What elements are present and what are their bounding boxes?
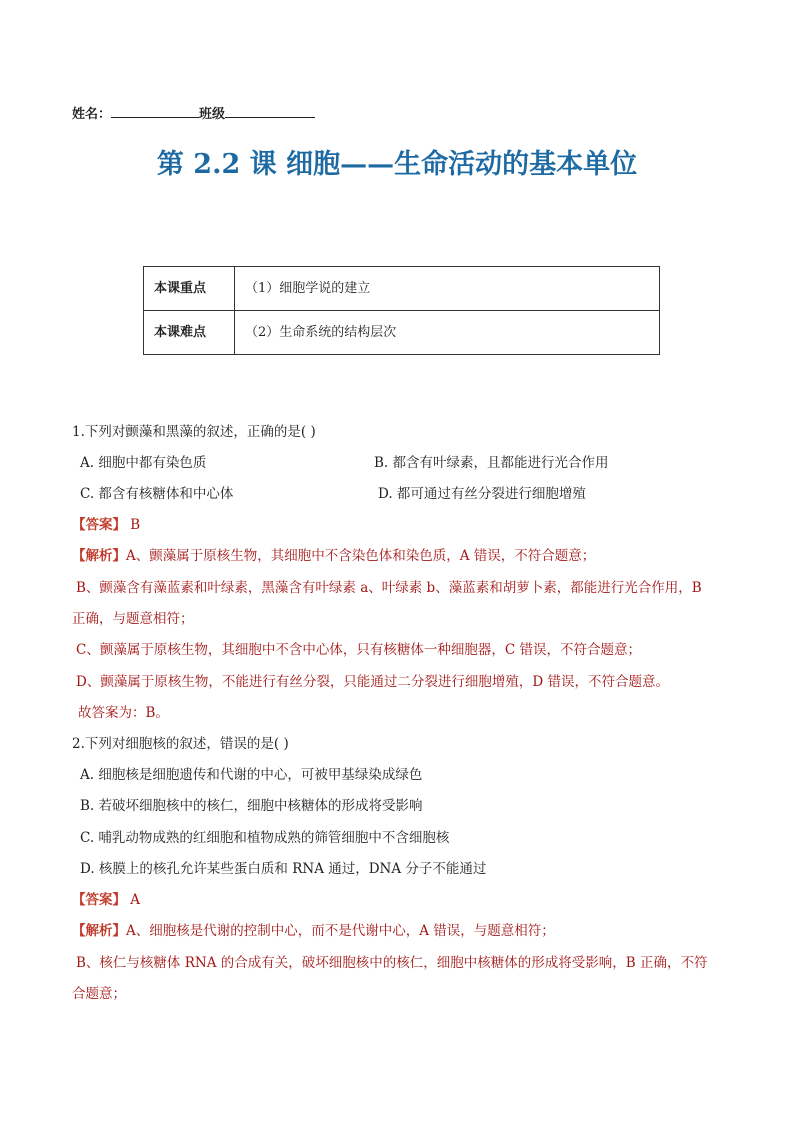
- page-title: 第 2.2 课 细胞——生命活动的基本单位: [156, 149, 638, 180]
- q2-stem: 2.下列对细胞核的叙述，错误的是( ): [72, 736, 289, 752]
- q1-analysis-line: C、颤藻属于原核生物，其细胞中不含中心体，只有核糖体一种细胞器，C 错误，不符合题意；: [76, 642, 641, 658]
- lesson-focus-table: [143, 266, 660, 355]
- table-row: [144, 267, 660, 311]
- q2-analysis-line: B、核仁与核糖体 RNA 的合成有关，破坏细胞核中的核仁，细胞中核糖体的形成将受影响，B 正确，不符: [76, 955, 708, 971]
- answer-tag: 【答案】: [72, 517, 126, 533]
- name-blank[interactable]: [111, 105, 199, 118]
- analysis-tag: 【解析】: [72, 923, 126, 939]
- q2-answer: [72, 892, 140, 908]
- q1-analysis-line: B、颤藻含有藻蓝素和叶绿素，黑藻含有叶绿素 a、叶绿素 b、藻蓝素和胡萝卜素，都能进行光合作用，B: [76, 580, 702, 596]
- q2-option-a: A. 细胞核是细胞遗传和代谢的中心，可被甲基绿染成绿色: [80, 767, 423, 783]
- name-class-line: [72, 103, 315, 122]
- q1-analysis-line: 正确，与题意相符；: [72, 611, 194, 627]
- class-label: 班级: [199, 107, 226, 122]
- q2-analysis-line: 合题意；: [72, 986, 126, 1002]
- difficulty-label: 本课难点: [144, 311, 235, 355]
- q1-option-b: B. 都含有叶绿素，且都能进行光合作用: [374, 455, 609, 471]
- q1-option-d: D. 都可通过有丝分裂进行细胞增殖: [378, 486, 586, 502]
- q1-option-a: A. 细胞中都有染色质: [80, 455, 207, 471]
- difficulty-content: （2）生命系统的结构层次: [235, 311, 660, 355]
- focus-label: 本课重点: [144, 267, 235, 311]
- q1-analysis-line: 故答案为：B。: [78, 705, 169, 721]
- answer-tag: 【答案】: [72, 892, 126, 908]
- q2-analysis-line: [72, 923, 555, 939]
- q1-stem: 1.下列对颤藻和黑藻的叙述，正确的是( ): [72, 424, 316, 440]
- q1-analysis-line: [72, 548, 595, 564]
- answer-value: A: [130, 892, 141, 908]
- answer-value: B: [130, 517, 141, 533]
- analysis-tag: 【解析】: [72, 548, 126, 564]
- q1-analysis-line: D、颤藻属于原核生物，不能进行有丝分裂，只能通过二分裂进行细胞增殖，D 错误，不符合题意。: [76, 674, 669, 690]
- class-blank[interactable]: [225, 105, 315, 118]
- analysis-text: A、颤藻属于原核生物，其细胞中不含染色体和染色质，A 错误，不符合题意；: [126, 548, 596, 564]
- name-label: 姓名：: [72, 107, 112, 122]
- q1-answer: [72, 517, 140, 533]
- q1-option-c: C. 都含有核糖体和中心体: [80, 486, 234, 502]
- q2-option-c: C. 哺乳动物成熟的红细胞和植物成熟的筛管细胞中不含细胞核: [80, 830, 450, 846]
- table-row: [144, 311, 660, 355]
- focus-content: （1）细胞学说的建立: [235, 267, 660, 311]
- q2-option-b: B. 若破坏细胞核中的核仁，细胞中核糖体的形成将受影响: [80, 798, 423, 814]
- analysis-text: A、细胞核是代谢的控制中心，而不是代谢中心，A 错误，与题意相符；: [126, 923, 555, 939]
- q2-option-d: D. 核膜上的核孔允许某些蛋白质和 RNA 通过，DNA 分子不能通过: [80, 861, 487, 877]
